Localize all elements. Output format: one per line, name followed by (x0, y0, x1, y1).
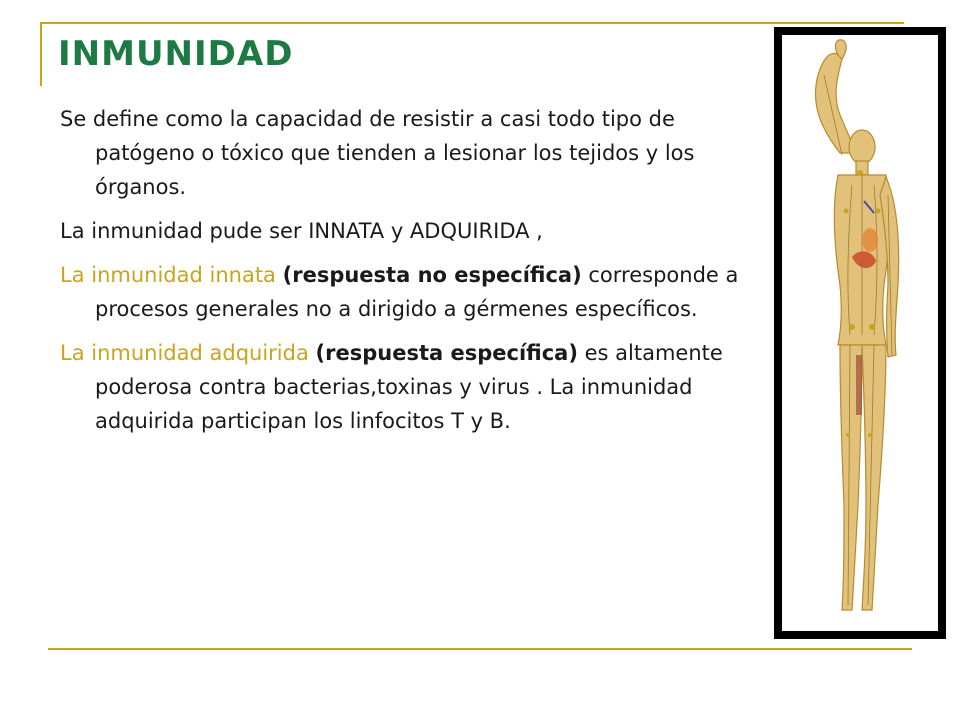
innate-bold: (respuesta no específica) (282, 263, 582, 287)
top-rule (40, 22, 904, 24)
acquired-bold: (respuesta específica) (315, 341, 578, 365)
types-paragraph: La inmunidad pude ser INNATA y ADQUIRIDA , (60, 219, 543, 243)
human-lymphatic-system-illustration (782, 35, 938, 631)
acquired-rest: es altamente poderosa contra bacterias,toxinas y virus . La inmunidad adquirida participan los linfocitos T y B. (95, 341, 723, 433)
lymphatic-figure-frame (774, 27, 946, 639)
slide-title: INMUNIDAD (58, 34, 294, 74)
left-rule (40, 22, 42, 86)
acquired-paragraph (60, 336, 772, 438)
bottom-rule (48, 648, 912, 650)
innate-paragraph (60, 258, 772, 326)
innate-rest: corresponde a procesos generales no a dirigido a gérmenes específicos. (95, 263, 739, 321)
definition-paragraph: Se define como la capacidad de resistir a casi todo tipo de patógeno o tóxico que tienden a lesionar los tejidos y los órganos. (60, 107, 695, 199)
innate-highlight: La inmunidad innata (60, 263, 276, 287)
slide-body (60, 102, 772, 448)
acquired-highlight: La inmunidad adquirida (60, 341, 309, 365)
